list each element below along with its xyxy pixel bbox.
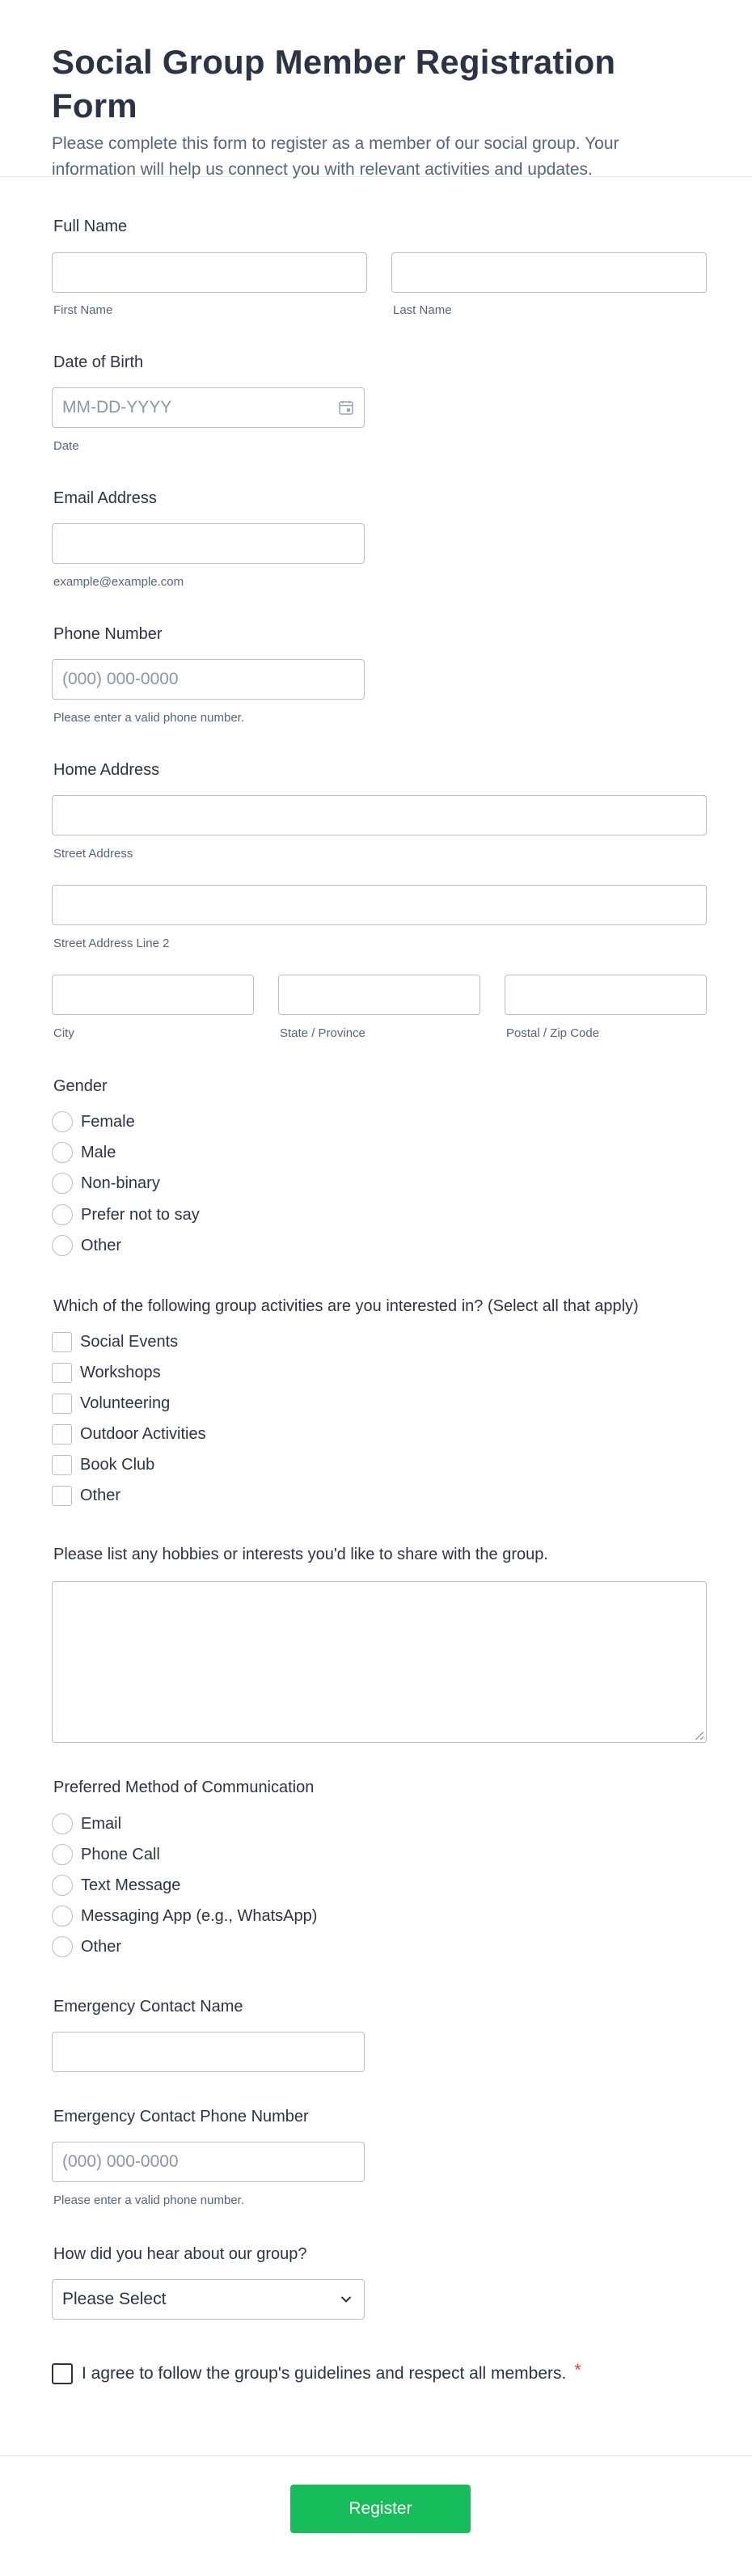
referral-selected-value: Please Select xyxy=(62,2290,167,2308)
checkbox[interactable] xyxy=(52,1394,72,1414)
form-subtitle: Please complete this form to register as a member of our social group. Your information will help us connect you with relevant activities and updates. xyxy=(52,134,619,179)
city-input[interactable] xyxy=(52,975,254,1015)
gender-option[interactable] xyxy=(52,1171,160,1195)
agreement-checkbox[interactable] xyxy=(52,2363,73,2384)
option-label: Other xyxy=(80,1486,121,1504)
gender-label: Gender xyxy=(53,1077,108,1095)
referral-select[interactable] xyxy=(52,2279,365,2320)
option-label: Text Message xyxy=(81,1876,181,1894)
radio-button[interactable] xyxy=(52,1142,73,1163)
radio-button[interactable] xyxy=(52,1875,73,1896)
dob-input[interactable] xyxy=(52,387,365,428)
last-name-sublabel: Last Name xyxy=(393,303,452,317)
option-label: Book Club xyxy=(80,1455,155,1474)
hobbies-textarea[interactable] xyxy=(52,1581,707,1743)
checkbox[interactable] xyxy=(52,1455,72,1475)
activity-option[interactable] xyxy=(52,1330,178,1354)
checkbox[interactable] xyxy=(52,1424,72,1445)
phone-label: Phone Number xyxy=(53,625,163,643)
state-sublabel: State / Province xyxy=(280,1026,365,1040)
gender-option[interactable] xyxy=(52,1203,200,1227)
communication-option[interactable] xyxy=(52,1935,121,1959)
emergency-name-label: Emergency Contact Name xyxy=(53,1998,243,2016)
option-label: Prefer not to say xyxy=(81,1205,200,1224)
gender-option[interactable] xyxy=(52,1110,135,1134)
street-address-line2-input[interactable] xyxy=(52,885,707,925)
agreement-text: I agree to follow the group's guidelines and respect all members. xyxy=(82,2364,567,2383)
option-label: Phone Call xyxy=(81,1845,160,1863)
zip-sublabel: Postal / Zip Code xyxy=(506,1026,600,1040)
hobbies-label: Please list any hobbies or interests you'd like to share with the group. xyxy=(53,1546,548,1563)
calendar-icon[interactable] xyxy=(338,400,354,416)
phone-input[interactable] xyxy=(52,659,365,700)
register-button[interactable]: Register xyxy=(290,2485,471,2533)
checkbox[interactable] xyxy=(52,1486,72,1506)
radio-button[interactable] xyxy=(52,1906,73,1927)
checkbox[interactable] xyxy=(52,1332,72,1352)
required-asterisk: * xyxy=(574,2361,581,2379)
last-name-input[interactable] xyxy=(391,252,707,293)
gender-option[interactable] xyxy=(52,1140,116,1165)
activity-option[interactable] xyxy=(52,1360,161,1385)
resize-handle-icon[interactable] xyxy=(695,1732,703,1740)
activity-option[interactable] xyxy=(52,1391,170,1415)
option-label: Messaging App (e.g., WhatsApp) xyxy=(81,1906,318,1925)
email-label: Email Address xyxy=(53,489,157,507)
option-label: Workshops xyxy=(80,1363,161,1381)
option-label: Female xyxy=(81,1112,135,1131)
city-sublabel: City xyxy=(53,1026,74,1040)
state-input[interactable] xyxy=(278,975,480,1015)
communication-label: Preferred Method of Communication xyxy=(53,1779,315,1796)
emergency-phone-label: Emergency Contact Phone Number xyxy=(53,2108,309,2126)
activity-option[interactable] xyxy=(52,1453,154,1477)
dob-sublabel: Date xyxy=(53,439,79,453)
phone-sublabel: Please enter a valid phone number. xyxy=(53,711,244,725)
activity-option[interactable] xyxy=(52,1483,120,1508)
option-label: Social Events xyxy=(80,1332,179,1351)
first-name-sublabel: First Name xyxy=(53,303,113,317)
checkbox[interactable] xyxy=(52,1363,72,1383)
option-label: Other xyxy=(81,1236,122,1254)
communication-option[interactable] xyxy=(52,1873,180,1897)
activity-option[interactable] xyxy=(52,1422,206,1446)
street-address-input[interactable] xyxy=(52,795,707,835)
option-label: Other xyxy=(81,1937,122,1956)
option-label: Non-binary xyxy=(81,1174,160,1192)
form-footer xyxy=(0,2455,752,2576)
radio-button[interactable] xyxy=(52,1844,73,1865)
communication-option[interactable] xyxy=(52,1904,317,1928)
option-label: Email xyxy=(81,1814,122,1833)
chevron-down-icon xyxy=(340,2293,353,2306)
emergency-phone-placeholder: (000) 000-0000 xyxy=(62,2152,179,2171)
radio-button[interactable] xyxy=(52,1111,73,1132)
option-label: Outdoor Activities xyxy=(80,1424,206,1443)
communication-option[interactable] xyxy=(52,1812,121,1836)
radio-button[interactable] xyxy=(52,1204,73,1225)
gender-option[interactable] xyxy=(52,1233,121,1258)
street-address-sublabel: Street Address xyxy=(53,847,133,861)
street-address-line2-sublabel: Street Address Line 2 xyxy=(53,937,170,950)
activities-label: Which of the following group activities are you interested in? (Select all that apply) xyxy=(53,1297,639,1315)
option-label: Volunteering xyxy=(80,1394,171,1412)
emergency-phone-input[interactable] xyxy=(52,2142,365,2182)
email-input[interactable] xyxy=(52,523,365,564)
referral-label: How did you hear about our group? xyxy=(53,2245,307,2263)
zip-input[interactable] xyxy=(505,975,707,1015)
communication-option[interactable] xyxy=(52,1842,160,1867)
address-label: Home Address xyxy=(53,761,160,779)
radio-button[interactable] xyxy=(52,1235,73,1256)
email-sublabel: example@example.com xyxy=(53,575,184,589)
first-name-input[interactable] xyxy=(52,252,367,293)
agreement-checkbox-row[interactable] xyxy=(52,2363,581,2384)
dob-placeholder: MM-DD-YYYY xyxy=(62,398,172,417)
dob-label: Date of Birth xyxy=(53,353,144,371)
form-title: Social Group Member Registration Form xyxy=(52,43,616,125)
radio-button[interactable] xyxy=(52,1813,73,1834)
option-label: Male xyxy=(81,1143,116,1161)
emergency-name-input[interactable] xyxy=(52,2032,365,2072)
emergency-phone-sublabel: Please enter a valid phone number. xyxy=(53,2193,244,2207)
phone-placeholder: (000) 000-0000 xyxy=(62,670,179,688)
radio-button[interactable] xyxy=(52,1936,73,1957)
radio-button[interactable] xyxy=(52,1173,73,1194)
full-name-label: Full Name xyxy=(53,218,128,235)
